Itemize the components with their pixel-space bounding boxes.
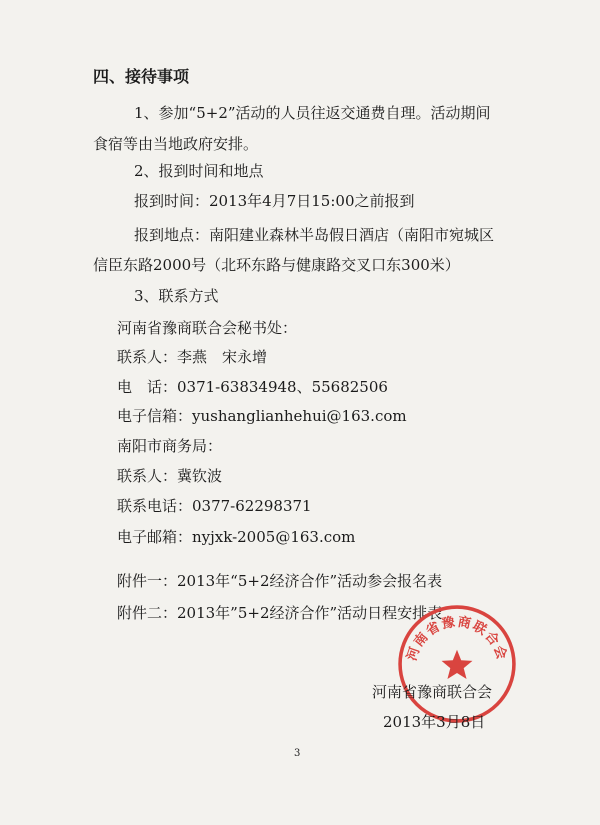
item1-line2: 食宿等由当地政府安排。: [93, 135, 259, 153]
attachment-2: 附件二：2013年”5+2经济合作”活动日程安排表: [117, 604, 443, 622]
contact-org1-email: 电子信箱：yushanglianhehui@163.com: [117, 407, 407, 425]
contact-org2-person: 联系人：冀钦波: [117, 467, 223, 485]
section-heading: 四、接待事项: [93, 67, 190, 86]
seal-text-path: 河南省豫商联合会: [404, 614, 510, 663]
contact-org1: 河南省豫商联合会秘书处：: [117, 319, 298, 337]
item2-title: 2、报到时间和地点: [134, 162, 264, 180]
contact-org2-phone: 联系电话：0377-62298371: [117, 497, 312, 515]
contact-org1-person: 联系人：李燕 宋永增: [117, 348, 268, 366]
official-seal: [396, 603, 518, 725]
seal-star-icon: [442, 650, 473, 679]
item3-title: 3、联系方式: [134, 287, 219, 305]
report-place-line1: 报到地点：南阳建业森林半岛假日酒店（南阳市宛城区: [134, 226, 495, 244]
contact-org2: 南阳市商务局：: [117, 437, 223, 455]
contact-org2-email: 电子邮箱：nyjxk-2005@163.com: [117, 528, 356, 546]
contact-org1-phone: 电 话：0371-63834948、55682506: [117, 378, 388, 396]
report-time: 报到时间：2013年4月7日15:00之前报到: [134, 192, 415, 210]
attachment-1: 附件一：2013年“5+2经济合作”活动参会报名表: [117, 572, 443, 590]
page-number: 3: [294, 748, 301, 759]
signature-date: 2013年3月8日: [383, 713, 486, 731]
signature-org: 河南省豫商联合会: [372, 683, 493, 701]
item1-line1: 1、参加“5+2”活动的人员往返交通费自理。活动期间: [134, 104, 491, 122]
report-place-line2: 信臣东路2000号（北环东路与健康路交叉口东300米）: [93, 256, 460, 274]
